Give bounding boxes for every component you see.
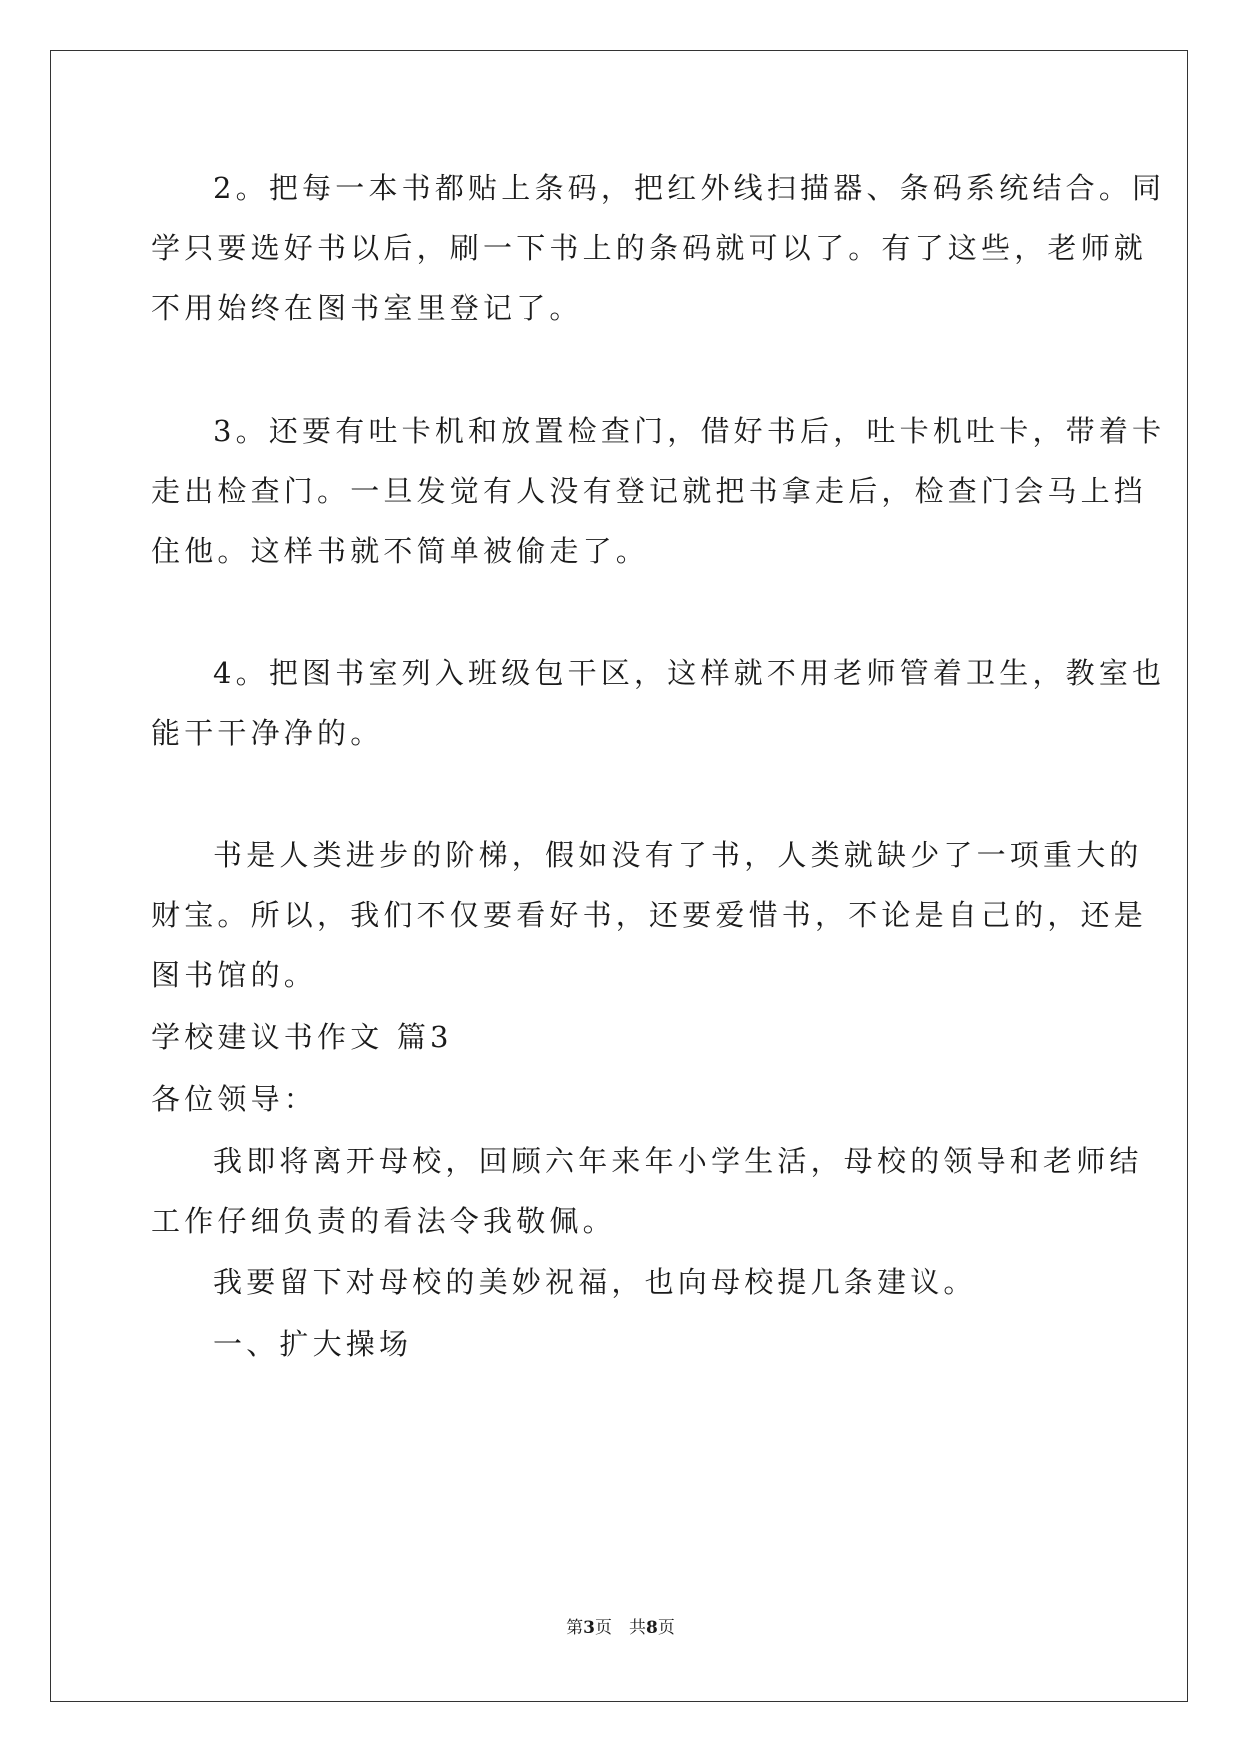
paragraph-4-line-1: 4。把图书室列入班级包干区，这样就不用老师管着卫生，教室也 xyxy=(213,656,1166,690)
footer-current-page: 3 xyxy=(583,1618,595,1638)
footer-page-mid: 页 共 xyxy=(595,1618,646,1638)
letter-paragraph-1-line-1: 我即将离开母校，回顾六年来年小学生活，母校的领导和老师结 xyxy=(213,1144,1143,1178)
footer-page-prefix: 第 xyxy=(566,1618,584,1638)
closing-paragraph-line-1: 书是人类进步的阶梯，假如没有了书，人类就缺少了一项重大的 xyxy=(213,838,1143,872)
footer-total-pages: 8 xyxy=(646,1618,658,1638)
section-heading: 学校建议书作文 篇3 xyxy=(151,1020,453,1054)
paragraph-2-line-1: 2。把每一本书都贴上条码，把红外线扫描器、条码系统结合。同 xyxy=(213,171,1166,205)
closing-paragraph-line-2: 财宝。所以，我们不仅要看好书，还要爱惜书，不论是自己的，还是 xyxy=(151,898,1148,932)
paragraph-3-line-1: 3。还要有吐卡机和放置检查门，借好书后，吐卡机吐卡，带着卡 xyxy=(213,414,1166,448)
paragraph-4-line-2: 能干干净净的。 xyxy=(151,716,384,750)
paragraph-2-line-3: 不用始终在图书室里登记了。 xyxy=(151,291,583,325)
paragraph-3-line-3: 住他。这样书就不简单被偷走了。 xyxy=(151,534,650,568)
salutation: 各位领导： xyxy=(151,1082,318,1116)
footer-page-suffix: 页 xyxy=(657,1618,675,1638)
paragraph-3-line-2: 走出检查门。一旦发觉有人没有登记就把书拿走后，检查门会马上挡 xyxy=(151,474,1148,508)
letter-paragraph-1-line-2: 工作仔细负责的看法令我敬佩。 xyxy=(151,1204,616,1238)
letter-paragraph-2-line-1: 我要留下对母校的美妙祝福，也向母校提几条建议。 xyxy=(213,1265,977,1299)
page-footer xyxy=(0,1618,1241,1638)
closing-paragraph-line-3: 图书馆的。 xyxy=(151,958,318,992)
paragraph-2-line-2: 学只要选好书以后，刷一下书上的条码就可以了。有了这些，老师就 xyxy=(151,231,1148,265)
list-heading-1: 一、扩大操场 xyxy=(213,1327,413,1361)
